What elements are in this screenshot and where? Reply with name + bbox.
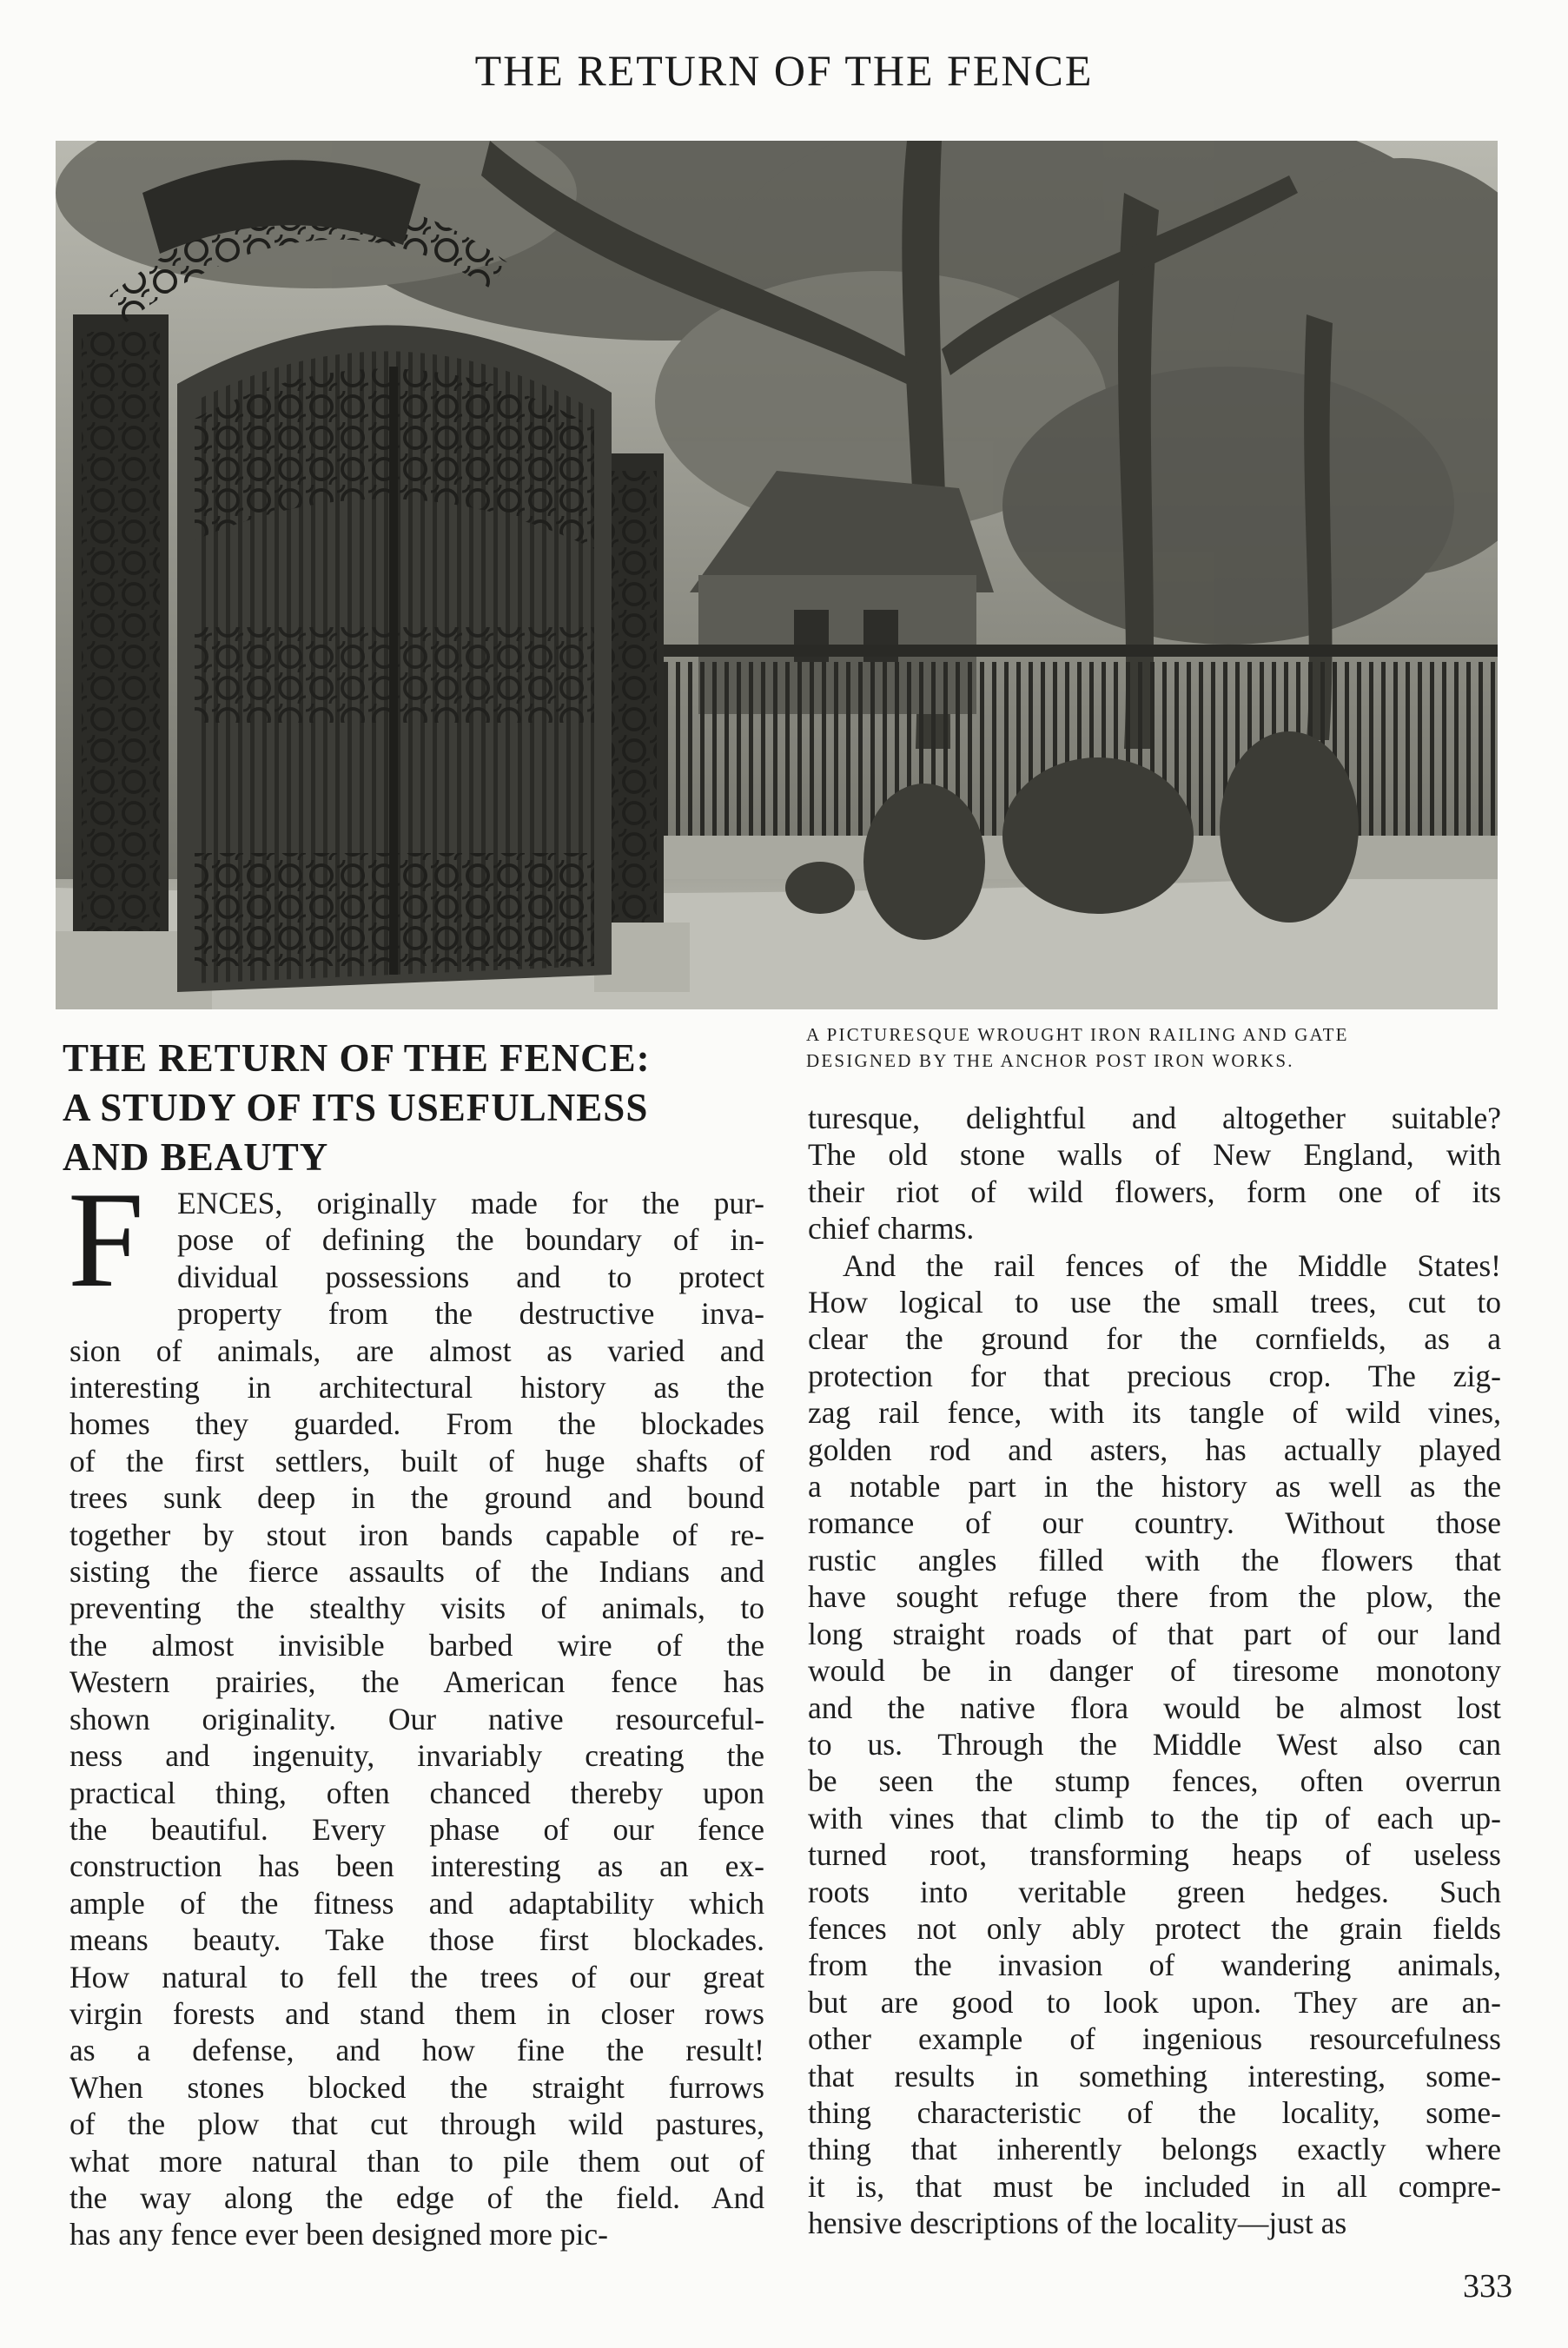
text-line: and the native flora would be almost lost [808,1690,1501,1725]
text-line: rustic angles filled with the flowers that [808,1542,1501,1577]
text-line: thing that inherently belongs exactly where [808,2132,1501,2167]
text-line: clear the ground for the cornfields, as a [808,1321,1501,1357]
text-line: hensive descriptions of the locality—just as [808,2206,1347,2241]
text-line: property from the destructive inva- [177,1296,764,1332]
text-line: fences not only ably protect the grain fields [808,1910,1501,1946]
text-line: the beautiful. Every phase of our fence [69,1811,764,1847]
caption-line: DESIGNED BY THE ANCHOR POST IRON WORKS. [806,1050,1294,1071]
text-line: it is, that must be included in all compre- [808,2168,1501,2204]
text-line: sisting the fierce assaults of the Indians and [69,1554,764,1590]
left-column [69,1185,764,2253]
drop-cap: F [68,1164,144,1316]
text-line: together by stout iron bands capable of re- [69,1517,764,1552]
right-column [808,1100,1501,2242]
page-number: 333 [1463,2268,1512,2305]
text-line: interesting in architectural history as the [69,1370,764,1405]
text-line: trees sunk deep in the ground and bound [69,1480,764,1516]
title-line: AND BEAUTY [63,1135,329,1179]
title-line: A STUDY OF ITS USEFULNESS [63,1086,649,1129]
text-line: with vines that climb to the tip of each up- [808,1800,1501,1835]
text-line: pose of defining the boundary of in- [177,1222,764,1258]
text-line: a notable part in the history as well as the [808,1469,1501,1505]
text-line: means beauty. Take those first blockades. [69,1922,764,1958]
caption-line: A PICTURESQUE WROUGHT IRON RAILING AND GATE [806,1024,1349,1045]
article-title [63,1034,775,1182]
text-line: practical thing, often chanced thereby upon [69,1775,764,1810]
text-line: would be in danger of tiresome monotony [808,1653,1501,1689]
text-line: golden rod and asters, has actually played [808,1432,1501,1467]
text-line: ENCES, originally made for the pur- [177,1186,764,1220]
text-line: When stones blocked the straight furrows [69,2069,764,2105]
text-line: be seen the stump fences, often overrun [808,1763,1501,1799]
text-line: have sought refuge there from the plow, the [808,1579,1501,1615]
text-line: virgin forests and stand them in closer rows [69,1995,764,2031]
text-line: other example of ingenious resourcefulness [808,2021,1501,2057]
text-line: protection for that precious crop. The zig- [808,1358,1501,1393]
text-line: turned root, transforming heaps of useless [808,1837,1501,1873]
text-line: as a defense, and how fine the result! [69,2033,764,2068]
text-line: the way along the edge of the field. And [69,2179,764,2215]
text-line: ample of the fitness and adaptability which [69,1885,764,1921]
text-line: How natural to fell the trees of our great [69,1959,764,1994]
text-line: construction has been interesting as an ex- [69,1849,764,1884]
text-line: How logical to use the small trees, cut to [808,1285,1501,1320]
text-line: ness and ingenuity, invariably creating the [69,1738,764,1774]
text-line: dividual possessions and to protect [177,1259,764,1294]
text-line: The old stone walls of New England, with [808,1137,1501,1173]
running-head: THE RETURN OF THE FENCE [474,46,1094,95]
wrought-iron-gate-photograph [56,141,1498,1009]
text-line: of the plow that cut through wild pastures, [69,2107,764,2142]
text-line: Western prairies, the American fence has [69,1664,764,1700]
photo-caption [806,1022,1501,1074]
text-line: their riot of wild flowers, form one of its [808,1174,1501,1209]
text-line: romance of our country. Without those [808,1505,1501,1541]
text-line: chief charms. [808,1211,975,1247]
text-line: to us. Through the Middle West also can [808,1726,1501,1762]
title-line: THE RETURN OF THE FENCE: [63,1036,651,1080]
text-line: but are good to look upon. They are an- [808,1984,1501,2020]
text-line: thing characteristic of the locality, some- [808,2094,1501,2130]
text-line: zag rail fence, with its tangle of wild vines, [808,1395,1501,1431]
text-line: preventing the stealthy visits of animals, to [69,1591,764,1626]
text-line: roots into veritable green hedges. Such [808,1874,1501,1909]
text-line: the almost invisible barbed wire of the [69,1627,764,1663]
text-line: that results in something interesting, some- [808,2058,1501,2093]
text-line: has any fence ever been designed more pic- [69,2217,608,2252]
text-line: long straight roads of that part of our land [808,1616,1501,1651]
text-line: from the invasion of wandering animals, [808,1948,1501,1983]
text-line: shown originality. Our native resourceful- [69,1701,764,1736]
text-line: turesque, delightful and altogether suitable? [808,1101,1501,1135]
text-line: sion of animals, are almost as varied and [69,1333,764,1368]
text-line: of the first settlers, built of huge shafts of [69,1443,764,1478]
text-line: what more natural than to pile them out of [69,2143,764,2179]
photo-illustration [56,141,1498,1009]
text-line: homes they guarded. From the blockades [69,1406,764,1442]
text-line: And the rail fences of the Middle States! [843,1247,1501,1283]
